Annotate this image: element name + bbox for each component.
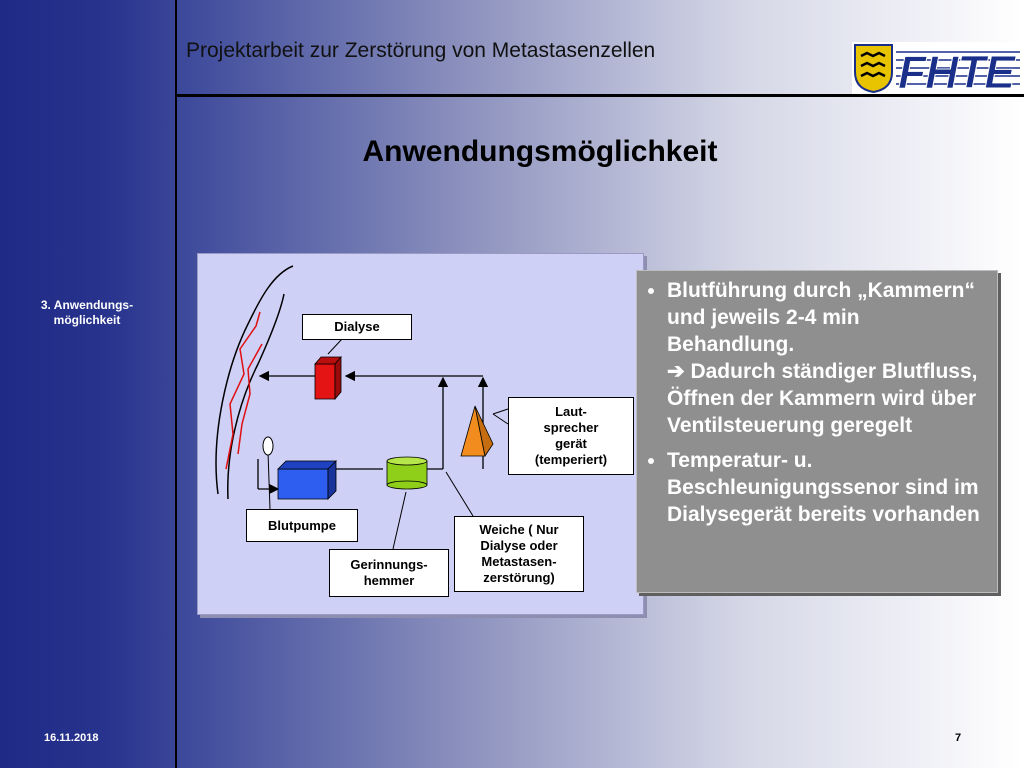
- page-number: 7: [955, 732, 962, 744]
- fhte-logo: [852, 42, 1020, 94]
- gerinnungshemmer-label: Gerinnungs- hemmer: [329, 549, 449, 597]
- logo-text: FHTE: [898, 46, 1015, 94]
- blutpumpe-label: Blutpumpe: [246, 509, 358, 542]
- sidebar: [0, 0, 175, 768]
- coat-of-arms-icon: [855, 45, 892, 92]
- bullet-sensors: • Temperatur- u. Beschleunigungssenor sind im Dialysegerät bereits vorhanden: [667, 447, 989, 528]
- presentation-title: Projektarbeit zur Zerstörung von Metastasenzellen: [186, 39, 656, 62]
- arrow-right-icon: ➔: [667, 360, 685, 383]
- explanation-box: [636, 270, 998, 593]
- sensor-icon: [263, 437, 273, 455]
- header-divider: [177, 94, 1024, 97]
- sidebar-section-label: 3. Anwendungs- möglichkeit: [40, 298, 134, 327]
- anticoagulant-cylinder-icon: [387, 457, 427, 489]
- dialyse-label: Dialyse: [302, 314, 412, 340]
- footer-date: 16.11.2018: [44, 732, 99, 744]
- page-heading: Anwendungsmöglichkeit: [362, 135, 718, 168]
- dialysis-cube-icon: [315, 357, 341, 399]
- lautsprecher-label: Laut- sprecher gerät (temperiert): [508, 397, 634, 475]
- speaker-icon: [461, 406, 493, 456]
- sidebar-divider: [175, 0, 177, 768]
- treatment-diagram: [197, 253, 644, 615]
- blood-pump-cube-icon: [278, 461, 336, 499]
- weiche-label: Weiche ( Nur Dialyse oder Metastasen- zerstörung): [454, 516, 584, 592]
- bullet-blood-flow: • Blutführung durch „Kammern“ und jeweils 2-4 min Behandlung. ➔ Dadurch ständiger Blutfluss, Öffnen der Kammern wird über Ventilsteuerung geregelt: [667, 277, 989, 439]
